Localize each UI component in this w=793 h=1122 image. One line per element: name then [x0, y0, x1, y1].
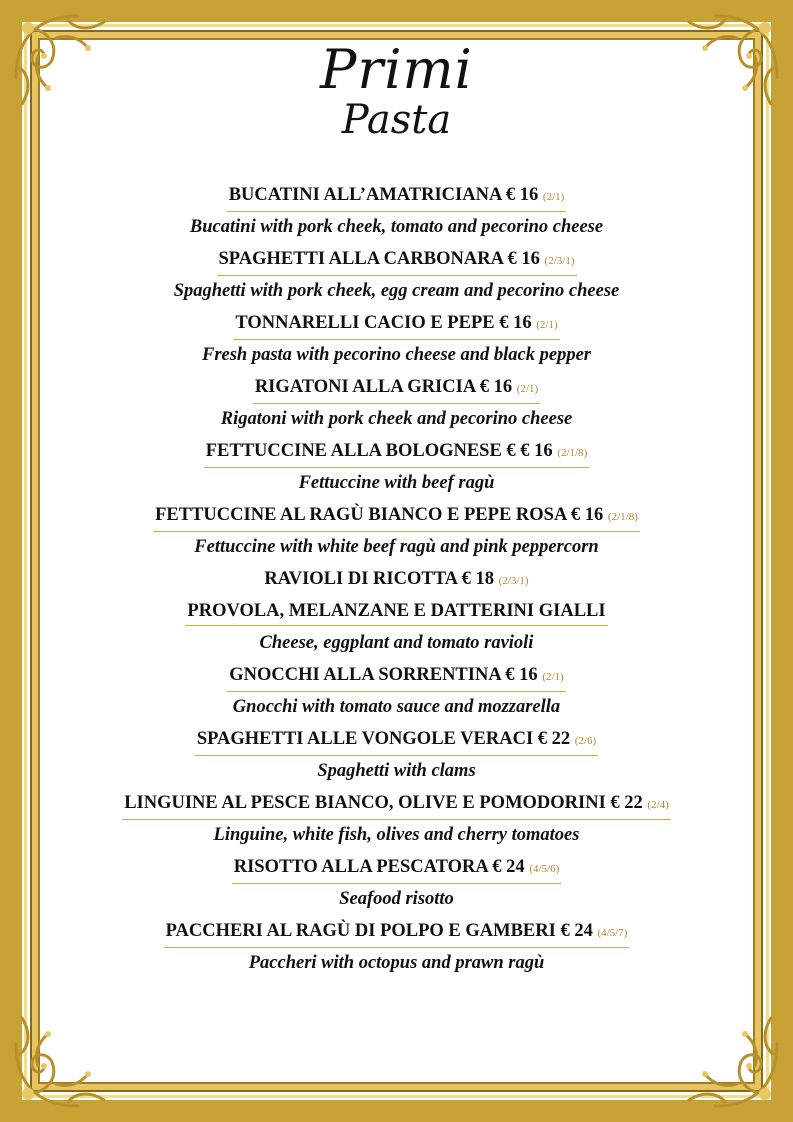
dish-description: Seafood risotto — [339, 889, 454, 909]
dish-title — [195, 727, 598, 756]
dish-description-row — [30, 887, 763, 919]
dish-description: Rigatoni with pork cheek and pecorino cheese — [220, 409, 573, 429]
dish-name-price: PACCHERI AL RAGÙ DI POLPO E GAMBERI € 24 — [165, 921, 593, 941]
menu-heading — [0, 40, 793, 142]
dish-description: Fettuccine with beef ragù — [298, 473, 495, 493]
dish-description-row — [30, 951, 763, 983]
dish-description-row — [30, 535, 763, 567]
menu-title: Primi — [320, 38, 473, 101]
corner-ornament-icon — [675, 1004, 785, 1114]
dish-title — [122, 791, 671, 820]
dish-title — [204, 439, 590, 468]
dish-title — [153, 503, 640, 532]
allergen-codes: (4/5/7) — [597, 927, 628, 939]
dish-name-price: RIGATONI ALLA GRICIA € 16 — [254, 377, 513, 397]
allergen-codes: (4/5/6) — [529, 863, 560, 875]
dish-title-row — [30, 855, 763, 887]
menu-subtitle: Pasta — [341, 97, 452, 143]
allergen-codes: (2/1) — [516, 383, 539, 395]
dish-name-price: SPAGHETTI ALLA CARBONARA € 16 — [218, 249, 540, 269]
dish-description: Linguine, white fish, olives and cherry tomatoes — [213, 825, 580, 845]
dish-description: Bucatini with pork cheek, tomato and pecorino cheese — [189, 217, 604, 237]
allergen-codes: (2/3/1) — [544, 255, 575, 267]
allergen-codes: (2/3/1) — [498, 575, 529, 587]
dish-description-row — [30, 695, 763, 727]
dish-title — [232, 855, 562, 884]
dish-title — [262, 567, 530, 595]
dish-name-price: BUCATINI ALL’AMATRICIANA € 16 — [228, 185, 539, 205]
dish-name-price: RAVIOLI DI RICOTTA € 18 — [264, 569, 494, 589]
allergen-codes: (2/1) — [542, 191, 565, 203]
allergen-codes: (2/4) — [647, 799, 669, 811]
dish-description: Paccheri with octopus and prawn ragù — [248, 953, 545, 973]
dish-description-row — [30, 279, 763, 311]
dish-description: Cheese, eggplant and tomato ravioli — [259, 633, 534, 653]
dish-title-row — [30, 663, 763, 695]
dish-title-row — [30, 503, 763, 535]
dish-name-price: SPAGHETTI ALLE VONGOLE VERACI € 22 — [196, 729, 571, 749]
dish-name-price: TONNARELLI CACIO E PEPE € 16 — [235, 313, 532, 333]
dish-title — [227, 663, 565, 692]
dish-title-row — [30, 791, 763, 823]
dish-title-row — [30, 919, 763, 951]
allergen-codes: (2/1) — [536, 319, 558, 331]
dish-description: Gnocchi with tomato sauce and mozzarella — [232, 697, 561, 717]
dish-title-row — [30, 567, 763, 599]
dish-title — [185, 599, 607, 626]
dish-description-row — [30, 823, 763, 855]
dish-description: Fettuccine with white beef ragù and pink peppercorn — [194, 537, 599, 557]
dish-title-row — [30, 727, 763, 759]
dish-description-row — [30, 407, 763, 439]
dish-name-price: LINGUINE AL PESCE BIANCO, OLIVE E POMODORINI € 22 — [124, 793, 643, 813]
dish-title-row — [30, 439, 763, 471]
dish-title-row — [30, 375, 763, 407]
dish-title — [217, 247, 577, 276]
dish-title-row — [30, 311, 763, 343]
dish-name-price: GNOCCHI ALLA SORRENTINA € 16 — [229, 665, 538, 685]
allergen-codes: (2/1/8) — [557, 447, 588, 459]
dish-description: Fresh pasta with pecorino cheese and black pepper — [201, 345, 591, 365]
allergen-codes: (2/1/8) — [607, 511, 638, 523]
dish-name-price: FETTUCCINE ALLA BOLOGNESE € € 16 — [205, 441, 553, 461]
dish-title-row — [30, 183, 763, 215]
dish-description-row — [30, 759, 763, 791]
dish-description: Spaghetti with clams — [317, 761, 476, 781]
dish-description: Spaghetti with pork cheek, egg cream and pecorino cheese — [173, 281, 620, 301]
dish-title — [233, 311, 559, 340]
dish-title — [164, 919, 630, 948]
corner-ornament-icon — [8, 1004, 118, 1114]
allergen-codes: (2/6) — [574, 735, 597, 747]
dish-description-row — [30, 215, 763, 247]
allergen-codes: (2/1) — [542, 671, 564, 683]
dish-name-price: PROVOLA, MELANZANE E DATTERINI GIALLI — [187, 601, 606, 621]
dish-description-row — [30, 631, 763, 663]
dish-name-price: FETTUCCINE AL RAGÙ BIANCO E PEPE ROSA € 16 — [155, 505, 604, 525]
dish-name-price: RISOTTO ALLA PESCATORA € 24 — [233, 857, 525, 877]
dish-description-row — [30, 343, 763, 375]
dish-title-row — [30, 247, 763, 279]
dish-title-row — [30, 599, 763, 631]
dish-description-row — [30, 471, 763, 503]
dish-title — [253, 375, 540, 404]
dish-title — [227, 183, 567, 212]
menu-list — [30, 183, 763, 983]
